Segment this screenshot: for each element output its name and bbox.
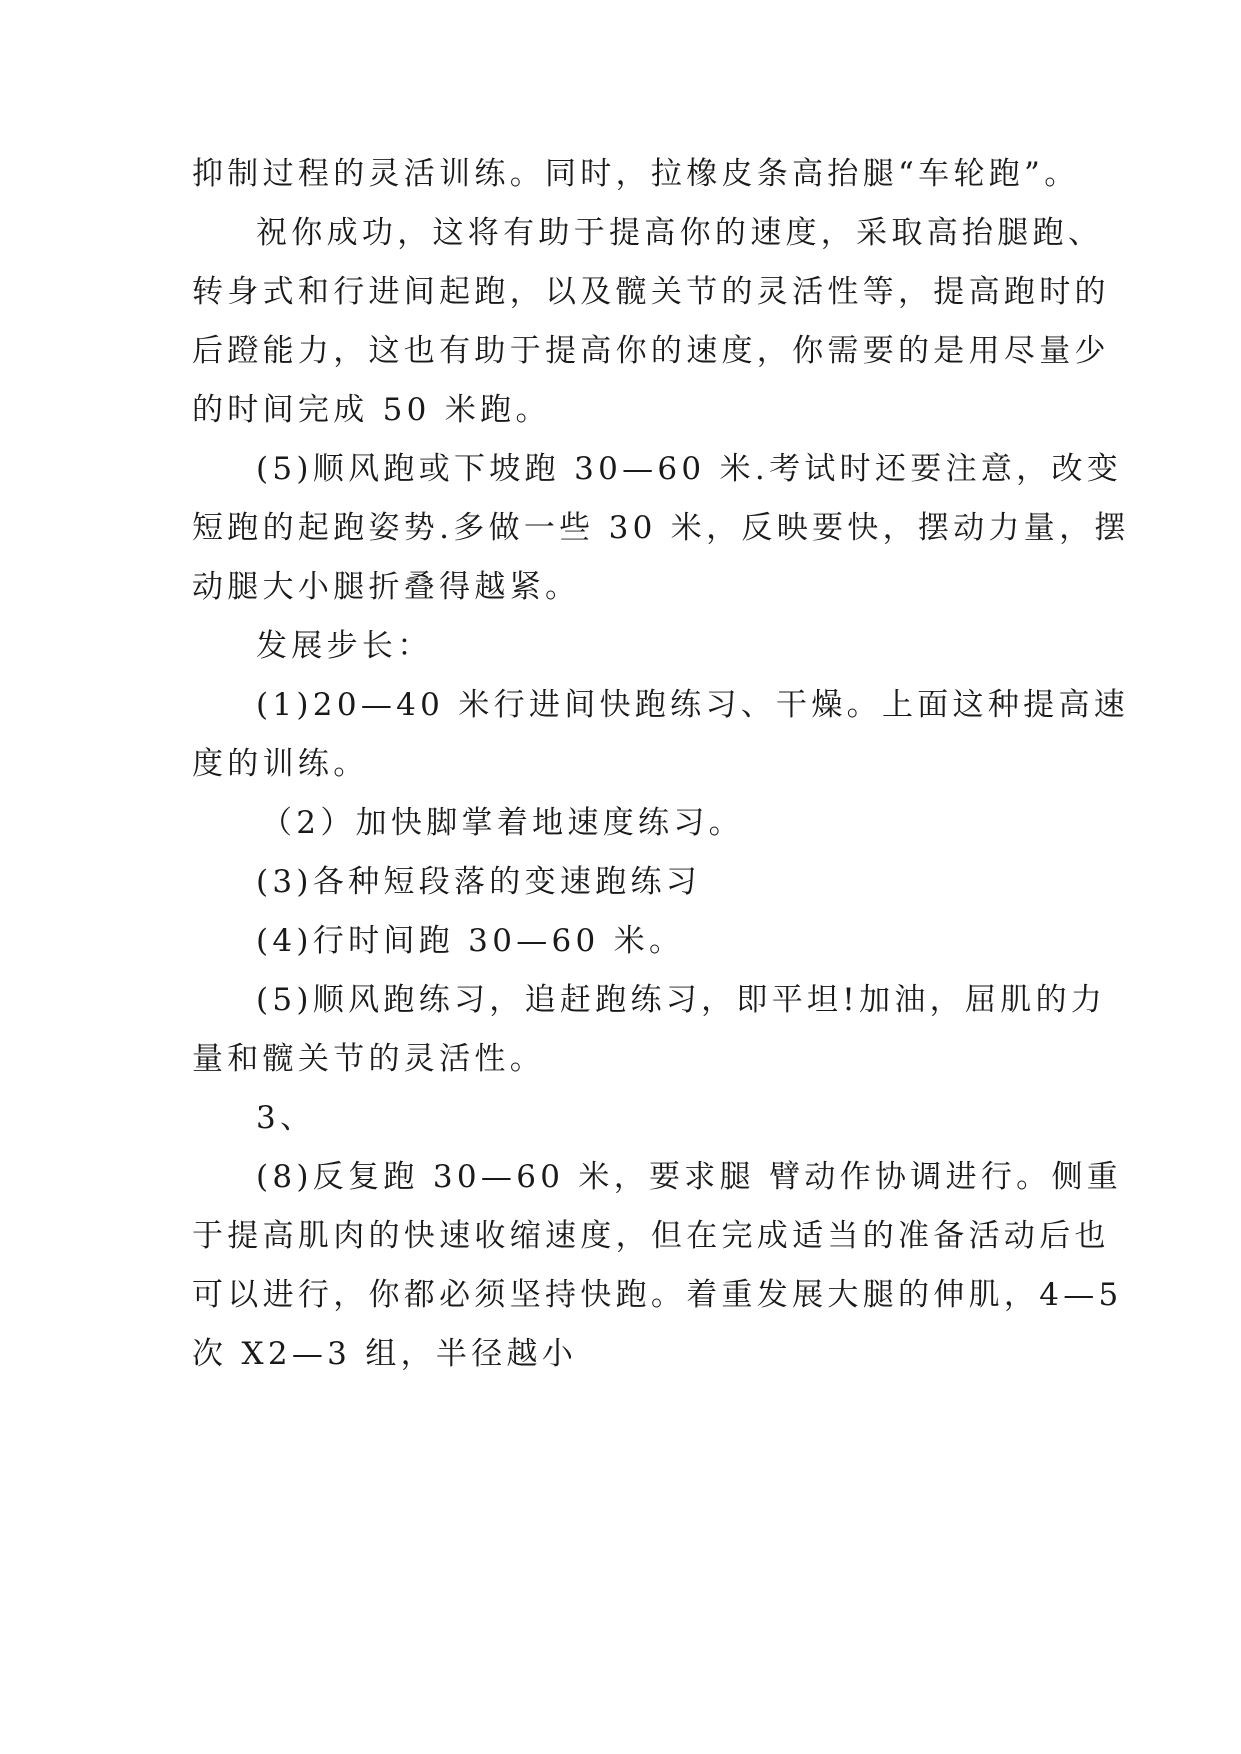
text-line: 转身式和行进间起跑，以及髋关节的灵活性等，提高跑时的 — [192, 274, 1110, 310]
text-line: (4)行时间跑 30—60 米。 — [256, 923, 685, 959]
text-line: 可以进行，你都必须坚持快跑。着重发展大腿的伸肌，4—5 — [192, 1277, 1123, 1313]
text-line: (3)各种短段落的变速跑练习 — [256, 864, 702, 900]
text-line: (8)反复跑 30—60 米，要求腿 臂动作协调进行。侧重 — [256, 1159, 1123, 1195]
text-line: (5)顺风跑练习，追赶跑练习，即平坦!加油，屈肌的力 — [256, 982, 1107, 1018]
text-line: 于提高肌肉的快速收缩速度，但在完成适当的准备活动后也 — [192, 1218, 1110, 1254]
text-line: 量和髋关节的灵活性。 — [192, 1041, 545, 1077]
text-line: (5)顺风跑或下坡跑 30—60 米.考试时还要注意，改变 — [256, 451, 1123, 487]
text-line: 次 X2—3 组，半径越小 — [192, 1336, 578, 1372]
text-line: 后蹬能力，这也有助于提高你的速度，你需要的是用尽量少 — [192, 333, 1110, 369]
text-line: 动腿大小腿折叠得越紧。 — [192, 569, 581, 605]
text-line: 的时间完成 50 米跑。 — [192, 392, 551, 428]
text-line: 3、 — [256, 1100, 316, 1136]
text-line: （2）加快脚掌着地速度练习。 — [261, 805, 744, 841]
text-line: 祝你成功，这将有助于提高你的速度，采取高抬腿跑、 — [256, 215, 1104, 251]
section-heading: 发展步长： — [256, 628, 433, 664]
text-line: 短跑的起跑姿势.多做一些 30 米，反映要快，摆动力量，摆 — [192, 510, 1130, 546]
text-line: 抑制过程的灵活训练。同时，拉橡皮条高抬腿“车轮跑”。 — [192, 156, 1080, 192]
text-line: 度的训练。 — [192, 746, 369, 782]
text-line: (1)20—40 米行进间快跑练习、干燥。上面这种提高速 — [256, 687, 1130, 723]
